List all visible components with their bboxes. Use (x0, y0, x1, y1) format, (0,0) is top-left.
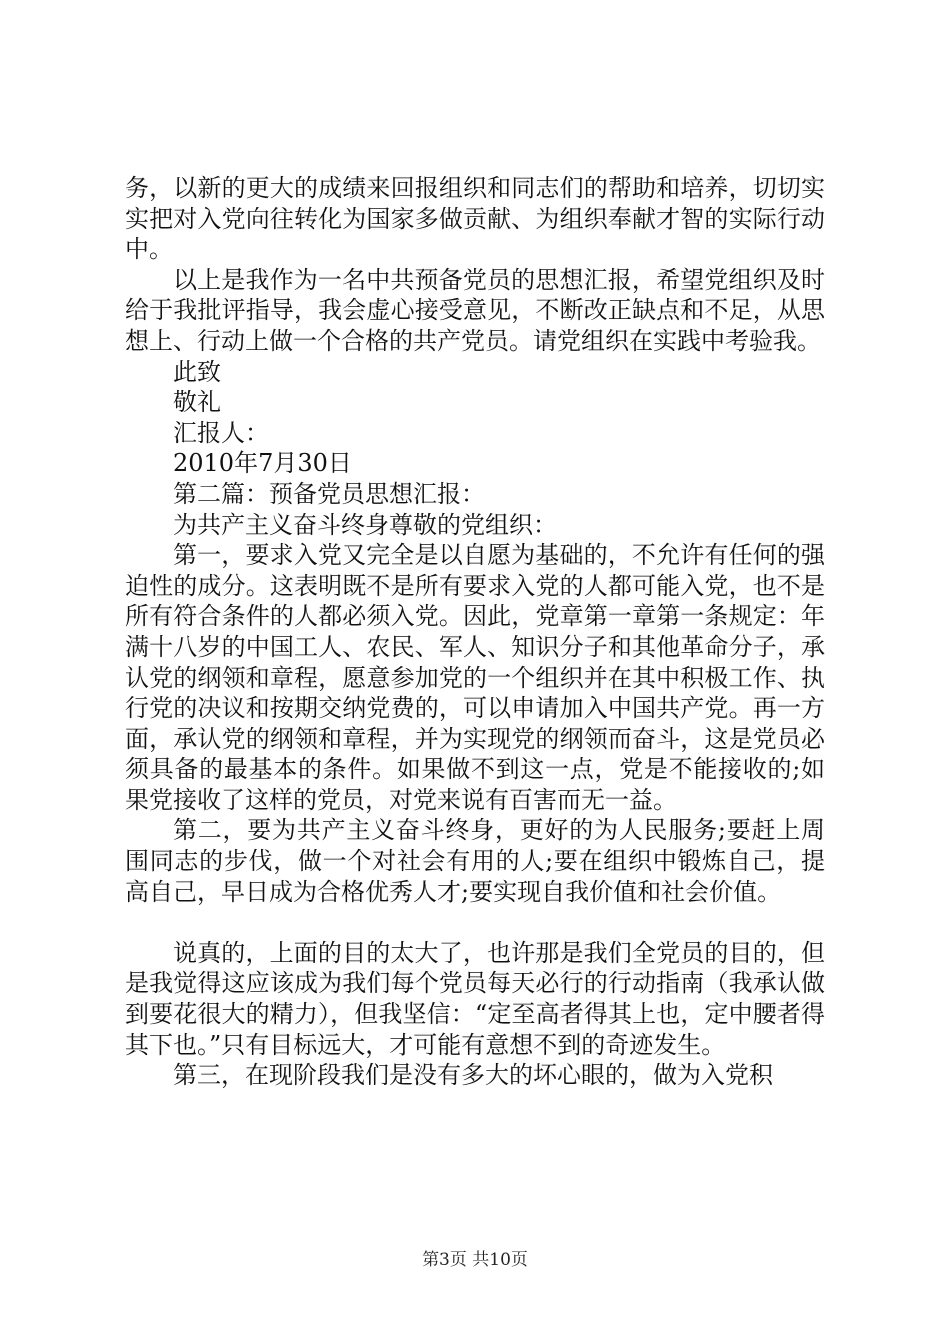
paragraph-second-point: 第二，要为共产主义奋斗终身，更好的为人民服务;要赶上周围同志的步伐，做一个对社会有用的人;要在组织中锻炼自己，提高自己，早日成为合格优秀人才;要实现自我价值和社会价值。 (125, 816, 825, 906)
paragraph-third-point: 第三，在现阶段我们是没有多大的坏心眼的，做为入党积 (173, 1061, 773, 1090)
paragraph-spacer (125, 907, 825, 938)
report-date: 2010年7月30日 (173, 449, 352, 478)
page-number-footer: 第3页 共10页 (422, 1250, 528, 1270)
closing-regards: 敬礼 (173, 388, 221, 417)
reporter-label: 汇报人： (173, 418, 269, 447)
document-body (125, 173, 825, 1091)
paragraph-continuation: 务，以新的更大的成绩来回报组织和同志们的帮助和培养，切切实实把对入党向往转化为国家多做贡献、为组织奉献才智的实际行动中。 (125, 174, 825, 264)
paragraph-reflection: 说真的，上面的目的太大了，也许那是我们全党员的目的，但是我觉得这应该成为我们每个党员每天必行的行动指南（我承认做到要花很大的精力），但我坚信：“定至高者得其上也，定中腰者得其下也。”只有目标远大，才可能有意想不到的奇迹发生。 (125, 938, 825, 1059)
paragraph-conclusion: 以上是我作为一名中共预备党员的思想汇报，希望党组织及时给于我批评指导，我会虚心接受意见，不断改正缺点和不足，从思想上、行动上做一个合格的共产党员。请党组织在实践中考验我。 (125, 265, 825, 355)
closing-salutation: 此致 (173, 357, 221, 386)
paragraph-first-point: 第一，要求入党又完全是以自愿为基础的，不允许有任何的强迫性的成分。这表明既不是所有要求入党的人都可能入党，也不是所有符合条件的人都必须入党。因此，党章第一章第一条规定：年满十八岁的中国工人、农民、军人、知识分子和其他革命分子，承认党的纲领和章程，愿意参加党的一个组织并在其中积极工作、执行党的决议和按期交纳党费的，可以申请加入中国共产党。再一方面，承认党的纲领和章程，并为实现党的纲领而奋斗，这是党员必须具备的最基本的条件。如果做不到这一点，党是不能接收的;如果党接收了这样的党员，对党来说有百害而无一益。 (125, 541, 825, 814)
letter-greeting: 为共产主义奋斗终身尊敬的党组织： (173, 510, 557, 539)
section-heading: 第二篇：预备党员思想汇报： (173, 479, 485, 508)
